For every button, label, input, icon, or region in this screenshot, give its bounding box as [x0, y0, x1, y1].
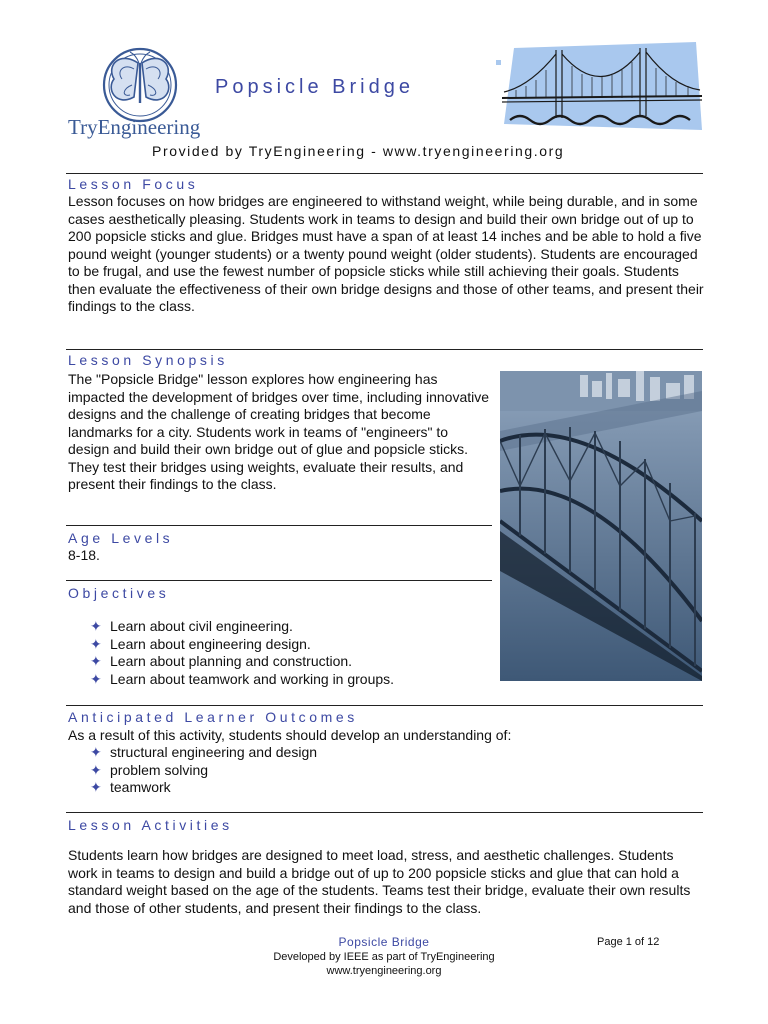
divider	[66, 580, 492, 581]
footer-url: www.tryengineering.org	[326, 965, 442, 977]
provided-by: Provided by TryEngineering - www.tryengineering.org	[152, 143, 565, 159]
list-item: ✦ teamwork	[90, 779, 171, 795]
list-item: ✦ structural engineering and design	[90, 744, 318, 760]
four-point-star-icon: ✦	[90, 761, 102, 778]
objectives-list	[90, 618, 394, 688]
divider	[66, 349, 703, 350]
logo-text: TryEngineering	[68, 115, 201, 139]
outcomes-list	[90, 744, 317, 797]
four-point-star-icon: ✦	[90, 779, 102, 795]
divider	[66, 705, 703, 706]
footer-developed-by: Developed by IEEE as part of TryEngineering	[273, 951, 495, 963]
bridge-photo	[500, 371, 702, 681]
four-point-star-icon: ✦	[90, 670, 102, 687]
outcomes-intro: As a result of this activity, students should develop an understanding of:	[68, 727, 512, 743]
four-point-star-icon: ✦	[90, 635, 102, 652]
lesson-focus-heading: Lesson Focus	[68, 176, 199, 192]
lesson-activities-heading: Lesson Activities	[68, 817, 233, 833]
list-item: ✦ Learn about civil engineering.	[90, 618, 293, 634]
tryengineering-logo	[66, 45, 214, 140]
divider	[66, 173, 703, 174]
objectives-heading: Objectives	[68, 585, 170, 601]
lesson-synopsis-heading: Lesson Synopsis	[68, 352, 228, 368]
page-number: Page 1 of 12	[597, 936, 660, 948]
divider	[66, 525, 492, 526]
age-levels-text: 8-18.	[68, 547, 100, 563]
lesson-synopsis-text: The "Popsicle Bridge" lesson explores how engineering has impacted the development of bridges over time, including innovative designs and the challenge of creating bridges that become landmarks for a city. Students work in teams of "engineers" to design and build their own bridge out of glue and popsicle sticks. They test their bridges using weights, evaluate their results, and present their findings to the class.	[68, 371, 490, 492]
list-item: ✦ Learn about planning and construction.	[90, 653, 353, 669]
list-item: ✦ Learn about teamwork and working in groups.	[90, 670, 395, 687]
age-levels-heading: Age Levels	[68, 530, 174, 546]
four-point-star-icon: ✦	[90, 744, 102, 760]
four-point-star-icon: ✦	[90, 653, 102, 669]
list-item: ✦ problem solving	[90, 761, 209, 778]
bridge-clipart	[496, 40, 706, 135]
suspension-bridge-icon	[496, 40, 706, 135]
list-item: ✦ Learn about engineering design.	[90, 635, 311, 652]
footer-title: Popsicle Bridge	[338, 935, 430, 949]
lesson-focus-text: Lesson focuses on how bridges are engineered to withstand weight, while being durable, and in some cases aesthetically pleasing. Students work in teams to design and build their own bridge out of up to 200 popsicle sticks and glue. Bridges must have a span of at least 14 inches and be able to hold a five pound weight (younger students) or a twenty pound weight (older students). Students are encouraged to be frugal, and use the fewest number of popsicle sticks while still achieving their goals. Students then evaluate the effectiveness of their own bridge designs and those of other teams, and present their findings to the class.	[68, 193, 704, 314]
divider	[66, 812, 703, 813]
four-point-star-icon: ✦	[90, 618, 102, 634]
outcomes-heading: Anticipated Learner Outcomes	[68, 709, 358, 725]
lesson-activities-text: Students learn how bridges are designed to meet load, stress, and aesthetic challenges. Students work in teams to design and build a bridge out of up to 200 popsicle sticks and glue that can hold a standard weight based on the age of the students. Teams test their bridge, evaluate their own results and those of other students, and present their findings to the class.	[68, 847, 691, 916]
page-title: Popsicle Bridge	[215, 76, 414, 98]
